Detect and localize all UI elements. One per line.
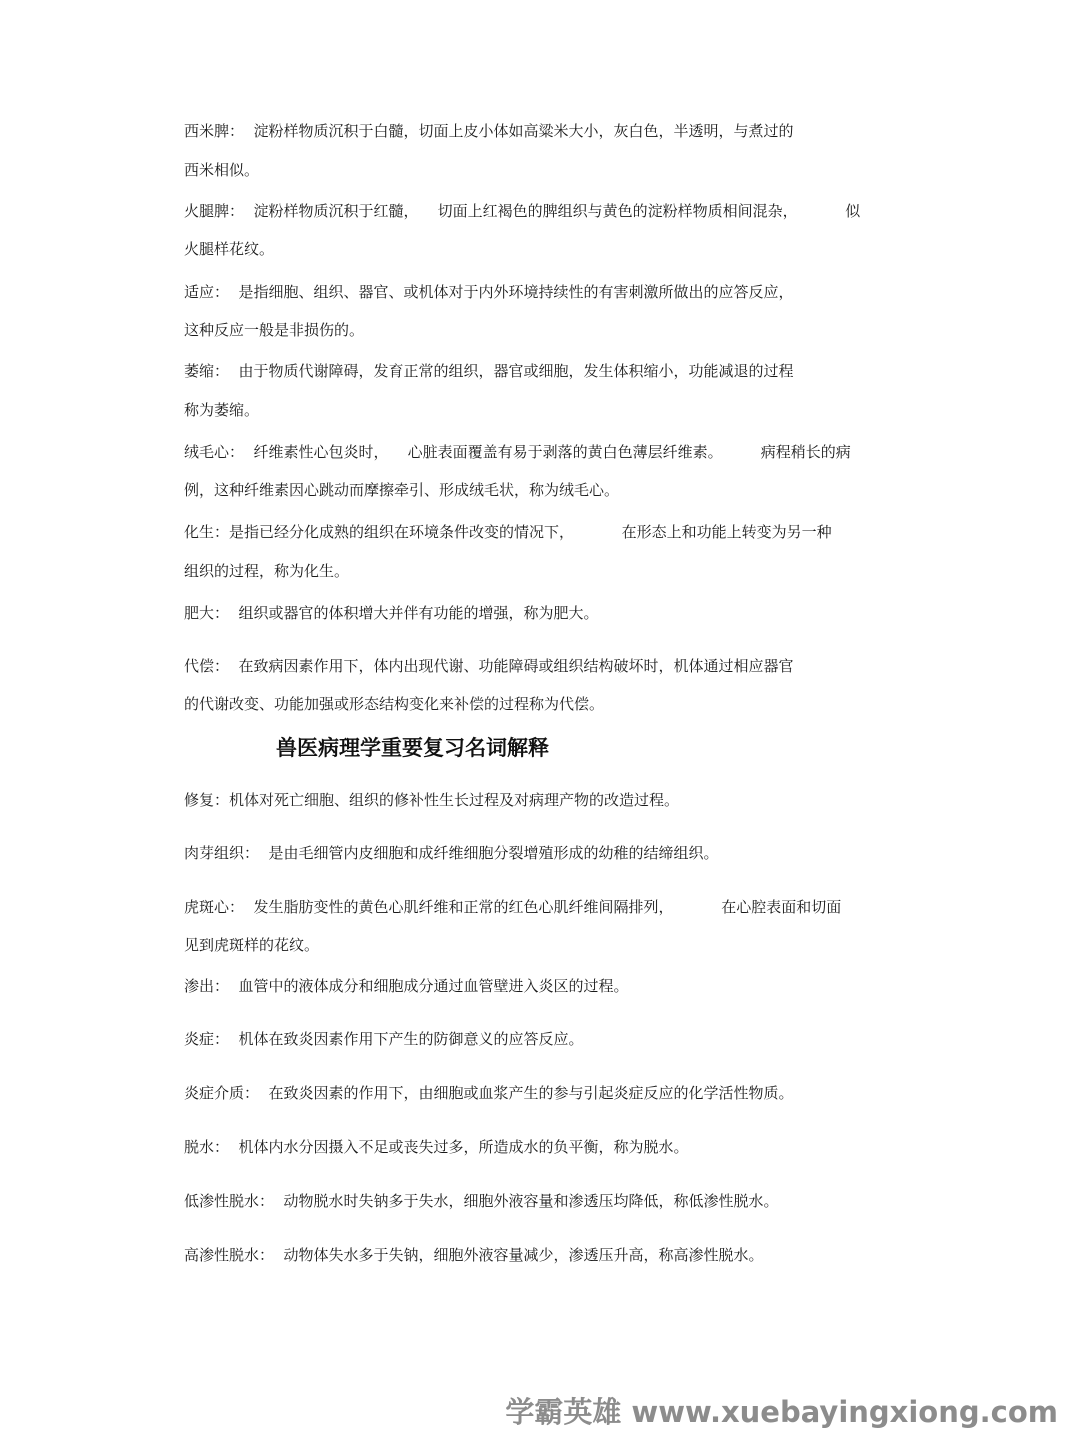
text-line: 例，这种纤维素因心跳动而摩擦牵引、形成绒毛状，称为绒毛心。 xyxy=(184,481,620,499)
text-line: 低渗性脱水： 动物脱水时失钠多于失水，细胞外液容量和渗透压均降低，称低渗性脱水。 xyxy=(184,1192,779,1210)
text-line: 高渗性脱水： 动物体失水多于失钠，细胞外液容量减少，渗透压升高，称高渗性脱水。 xyxy=(184,1246,764,1264)
section-title: 兽医病理学重要复习名词解释 xyxy=(276,736,549,760)
text-line: 西米脾： 淀粉样物质沉积于白髓，切面上皮小体如高粱米大小，灰白色，半透明，与煮过的 xyxy=(184,122,794,140)
text-line: 萎缩： 由于物质代谢障碍，发育正常的组织，器官或细胞，发生体积缩小，功能减退的过程 xyxy=(184,362,794,380)
text-line: 火腿样花纹。 xyxy=(184,240,275,258)
text-line: 化生：是指已经分化成熟的组织在环境条件改变的情况下， 在形态上和功能上转变为另一种 xyxy=(184,523,832,541)
text-line: 组织的过程，称为化生。 xyxy=(184,562,350,580)
watermark: 学霸英雄 www.xuebayingxiong.com xyxy=(505,1395,1058,1429)
text-line: 炎症介质： 在致炎因素的作用下，由细胞或血浆产生的参与引起炎症反应的化学活性物质。 xyxy=(184,1084,794,1102)
text-line: 绒毛心： 纤维素性心包炎时， 心脏表面覆盖有易于剥落的黄白色薄层纤维素。 病程稍长的病 xyxy=(184,443,851,461)
text-line: 西米相似。 xyxy=(184,161,260,179)
text-line: 称为萎缩。 xyxy=(184,401,260,419)
text-line: 肥大： 组织或器官的体积增大并伴有功能的增强，称为肥大。 xyxy=(184,604,599,622)
text-line: 见到虎斑样的花纹。 xyxy=(184,936,320,954)
text-line: 火腿脾： 淀粉样物质沉积于红髓， 切面上红褐色的脾组织与黄色的淀粉样物质相间混杂， 似 xyxy=(184,202,861,220)
text-line: 虎斑心： 发生脂肪变性的黄色心肌纤维和正常的红色心肌纤维间隔排列， 在心腔表面和切面 xyxy=(184,898,842,916)
text-line: 代偿： 在致病因素作用下，体内出现代谢、功能障碍或组织结构破坏时，机体通过相应器官 xyxy=(184,657,794,675)
text-line: 炎症： 机体在致炎因素作用下产生的防御意义的应答反应。 xyxy=(184,1030,584,1048)
text-line: 修复：机体对死亡细胞、组织的修补性生长过程及对病理产物的改造过程。 xyxy=(184,791,680,809)
text-line: 的代谢改变、功能加强或形态结构变化来补偿的过程称为代偿。 xyxy=(184,695,605,713)
text-line: 脱水： 机体内水分因摄入不足或丧失过多，所造成水的负平衡，称为脱水。 xyxy=(184,1138,689,1156)
text-line: 渗出： 血管中的液体成分和细胞成分通过血管壁进入炎区的过程。 xyxy=(184,977,629,995)
text-line: 这种反应一般是非损伤的。 xyxy=(184,321,365,339)
text-line: 适应： 是指细胞、组织、器官、或机体对于内外环境持续性的有害刺激所做出的应答反应， xyxy=(184,283,794,301)
text-line: 肉芽组织： 是由毛细管内皮细胞和成纤维细胞分裂增殖形成的幼稚的结缔组织。 xyxy=(184,844,719,862)
